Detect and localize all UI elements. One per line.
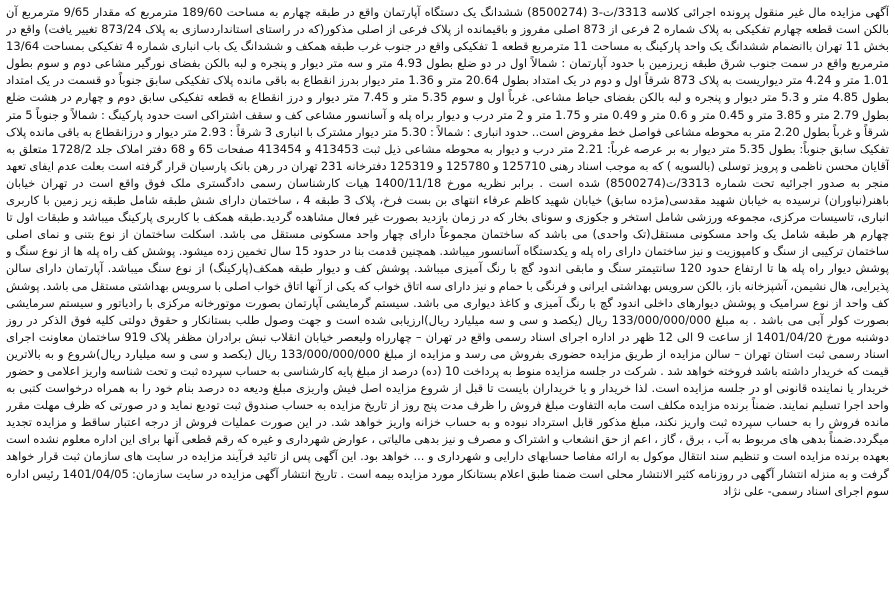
notice-page — [6, 4, 889, 607]
auction-notice-text: آگهی مزایده مال غیر منقول پرونده اجرائی کلاسه 3313/ت-3 (8500274) ششدانگ یک دستگاه آپارتمان واقع در طبقه چهارم به مساحت 189/60 مترمربع که مقدار 9/65 مترمربع آن بالکن است قطعه چهارم تفکیکی به پلاک شماره 2 فرعی از 873 اصلی مفروز و باقیمانده از پلاک فرعی از اصلی مذکور(که در راستای استانداردسازی به پلاک 873/24 تغییر یافت) واقع در بخش 11 تهران باانضمام ششدانگ یک واحد پارکینگ به مساحت 11 مترمربع قطعه 1 تفکیکی واقع در جنوب غرب طبقه همکف و ششدانگ یک باب انباری شماره 4 تفکیکی بمساحت 13/64 مترمربع واقع در سمت جنوب شرق طبقه زیرزمین با حدود آپارتمان : شمالاً اول در دو ضلع بطول 4.93 متر و سه متر دیوار و پنجره و لبه بالکن بفضای نورگیر مشاعی دوم و سوم بطول 1.01 متر و 4.24 متر دیواریست به پلاک 873 شرقاً اول و دوم در یک امتداد بطول 20.64 متر و 1.36 متر دیوار بدرز انقطاع به باقی مانده پلاک تفکیکی سابق جنوباً دو قسمت در یک امتداد بطول 4.85 متر و 5.3 متر دیوار و پنجره و لبه بالکن بفضای حیاط مشاعی. غرباً اول و سوم 5.35 متر و 7.45 متر دیوار و درز انقطاع به قطعه تفکیکی سابق دوم و چهارم در هشت ضلع بطول 2.79 متر و 3.85 متر و 0.45 متر و 0.6 متر و 0.49 متر و 1.75 متر و 2 متر درب و دیوار براه پله و آسانسور مشاعی کف و سقف اشتراکی است حدود پارکینگ : شمالاً و جنوباً 5 متر شرقاً و غرباً بطول 2.20 متر به محوطه مشاعی فواصل خط مفروض است.. حدود انباری : شمالاً : 5.30 متر دیوار مشترک با انباری 3 شرقاً : 2.93 متر دیوار و درزانقطاع به باقی مانده پلاک تفکیک سابق جنوباً: بطول 5.35 متر دیوار به بر عرصه غرباً: 2.21 متر درب و دیوار به محوطه مشاعی ذیل ثبت 413453 و 413454 صفحات 65 و 68 دفتر املاک جلد 1728/2 متعلق به آقایان محسن ناظمی و پرویز توسلی (بالسویه ) که به موجب اسناد رهنی 125710 و 125780 و 125319 دفترخانه 231 تهران در رهن بانک پارسیان قرار گرفته است بعلت عدم ایفای تعهد منجر به صدور اجرائیه تحت شماره 3313/ت(8500274) شده است . برابر نظریه مورخ 1400/11/18 هیات کارشناسان رسمی دادگستری ملک فوق واقع است در تهران خیابان باهنر(نیاوران) نرسیده به خیابان شهید مقدسی(مژده سابق) خیابان شهید کاظم عرفاء انتهای بن بست فرخ، پلاک 3 طبقه 4 ، ساختمان دارای شش طبقه شامل طبقه زیر زمین با کاربری انباری، تاسیسات مرکزی، مجموعه ورزشی شامل استخر و جکوزی و سونای بخار که در زمان بازدید بصورت غیر فعال مشاهده گردید.طبقه همکف با کاربری پارکینگ میباشد و طبقات اول تا چهارم هر طبقه شامل یک واحد مسکونی مستقل(تک واحدی) می باشد که ساختمان مجموعاً دارای چهار واحد مسکونی مستقل می باشد. اسکلت ساختمان از نوع بتنی و نمای اصلی ساختمان ترکیبی از سنگ و کامپوزیت و نیز ساختمان دارای راه پله و یکدستگاه آسانسور میباشد. همچنین قدمت بنا در حدود 15 سال تخمین زده میشود. پوشش کف راه پله ها از نوع سنگ و پوشش دیوار راه پله ها تا ارتفاع حدود 120 سانتیمتر سنگ و مابقی اندود گچ با رنگ آمیزی میباشد. پوشش کف و دیوار طبقه همکف(پارکینگ) از نوع سنگ میباشد. آپارتمان دارای سالن پذیرایی، هال نشیمن، آشپزخانه باز، بالکن سرویس بهداشتی ایرانی و فرنگی با حمام و نیز دارای سه اتاق خواب که یکی از آنها اتاق خواب اصلی با سرویس بهداشتی مستقل می باشد. پوشش کف واحد از نوع سرامیک و پوشش دیوارهای داخلی اندود گچ با رنگ آمیزی و کاغذ دیواری می باشد. سیستم گرمایشی آپارتمان بصورت موتورخانه مرکزی با رادیاتور و سیستم سرمایشی بصورت کولر آبی می باشد . به مبلغ 133/000/000/000 ریال (یکصد و سی و سه میلیارد ریال)ارزیابی شده است و جهت وصول طلب بستانکار و حقوق دولتی کلیه فوق الذکر در روز دوشنبه مورخ 1401/04/20 از ساعت 9 الی 12 ظهر در اداره اجرای اسناد رسمی واقع در تهران – چهارراه ولیعصر خیابان انقلاب نبش برادران مظفر پلاک 919 ساختمان معاونت اجرای اسناد رسمی ثبت استان تهران – سالن مزایده از طریق مزایده حضوری بفروش می رسد و مزایده از مبلغ 133/000/000/000 ریال (یکصد و سی و سه میلیارد ریال)شروع و به بالاترین قیمت که خریدار داشته باشد فروخته خواهد شد . شرکت در جلسه مزایده منوط به پرداخت 10 (ده) درصد از مبلغ پایه کارشناسی به حساب سپرده ثبت و تحت شناسه واریز اعلامی و حضور خریدار یا نماینده قانونی او در جلسه مزایده است. لذا خریدار و یا خریداران بایست تا قبل از شروع مزایده اصل فیش واریزی مبلغ ودیعه ده درصد بنام خود را به همراه درخواست کتبی به واحد اجرا تسلیم نمایند. ضمناً برنده مزایده مکلف است مابه التفاوت مبلغ فروش را ظرف مدت پنج روز از تاریخ مزایده به حساب صندوق ثبت تودیع نماید و در صورتی که ظرف مهلت مقرر مانده فروش را به حساب سپرده ثبت واریز نکند، مبلغ مذکور قابل استرداد نبوده و به حساب خزانه واریز خواهد شد. در این صورت عملیات فروش از درجه اعتبار ساقط و مزایده تجدید میگردد.ضمناً بدهی های مربوط به آب ، برق ، گاز ، اعم از حق انشعاب و اشتراک و مصرف و نیز بدهی مالیاتی ، عوارض شهرداری و غیره که رقم قطعی آنها برای این اداره معلوم نشده است بعهده برنده مزایده است و تنظیم سند انتقال موکول به ارائه مفاصا حسابهای دارایی و شهرداری و ... خواهد بود. این آگهی پس از تائید فرآیند مزایده در سایت های سازمان ثبت قرار خواهد گرفت و به منزله انتشار آگهی در روزنامه کثیر الانتشار محلی است ضمنا طبق اعلام بستانکار مورد مزایده بیمه است . تاریخ انتشار آگهی مزایده در سایت سازمان: 1401/04/05 رئیس اداره سوم اجرای اسناد رسمی- علی نژاد — [6, 5, 889, 498]
